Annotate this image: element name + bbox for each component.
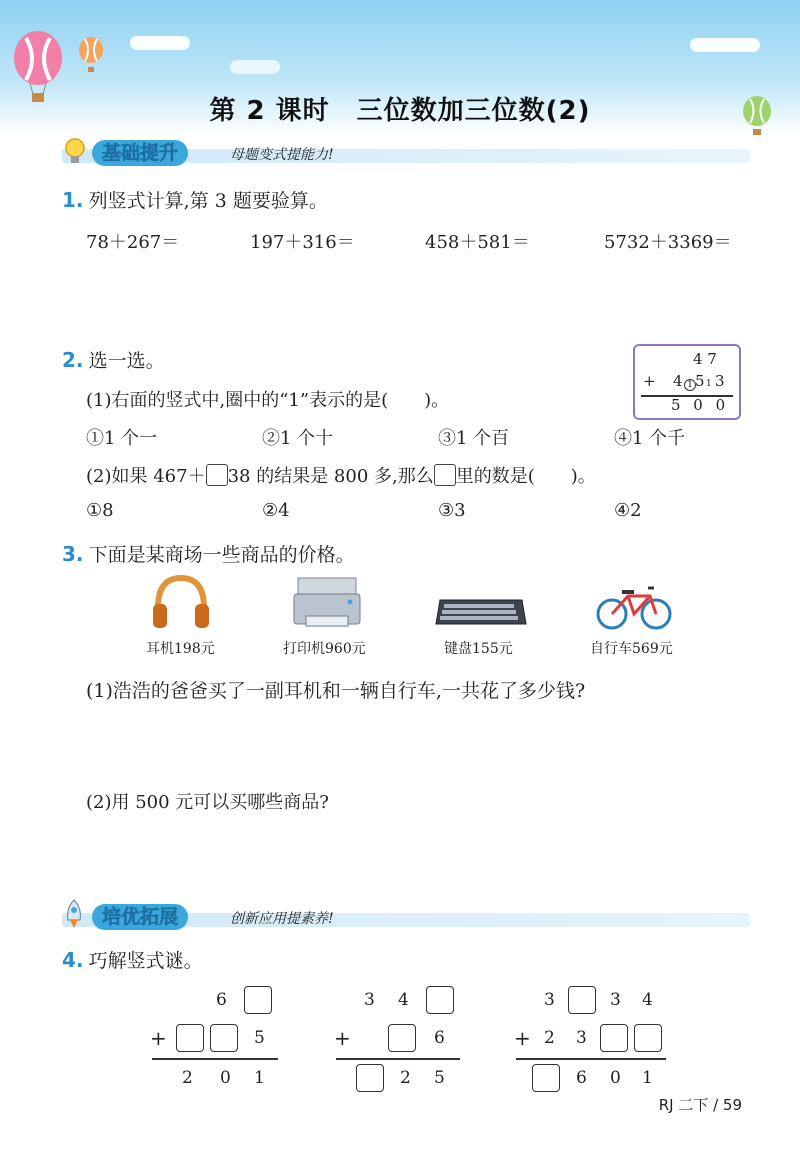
expression: 5732＋3369＝ bbox=[604, 232, 732, 253]
hot-air-balloon-icon bbox=[76, 36, 106, 76]
digit: 0 bbox=[220, 1068, 231, 1088]
item-label: 键盘155元 bbox=[444, 641, 513, 657]
digit: 3 bbox=[544, 990, 555, 1010]
printer-icon bbox=[292, 574, 362, 632]
expression: 458＋581＝ bbox=[425, 232, 530, 253]
section-heading bbox=[92, 902, 188, 929]
digit: 4 bbox=[398, 990, 409, 1010]
digit: 3 bbox=[576, 1028, 587, 1048]
blank-box[interactable] bbox=[176, 1024, 204, 1052]
sub-question-2: (2)用 500 元可以买哪些商品? bbox=[86, 792, 329, 813]
digit: 1 bbox=[254, 1068, 265, 1088]
blank-box[interactable] bbox=[206, 464, 228, 486]
sum-line bbox=[336, 1058, 460, 1060]
item-label: 打印机960元 bbox=[283, 641, 366, 657]
digit: 3 bbox=[610, 990, 621, 1010]
digit: 5 bbox=[254, 1028, 265, 1048]
question-3 bbox=[62, 540, 355, 567]
cloud-decoration bbox=[230, 60, 280, 74]
keyboard-icon bbox=[434, 592, 528, 630]
rocket-icon bbox=[62, 898, 86, 930]
sum-line bbox=[516, 1058, 666, 1060]
page-title: 第 2 课时 三位数加三位数(2) bbox=[209, 96, 591, 126]
section-badge-a: 基础 bbox=[102, 142, 141, 164]
sub-question-1: (1)浩浩的爸爸买了一副耳机和一辆自行车,一共花了多少钱? bbox=[86, 680, 586, 702]
digit: 0 bbox=[610, 1068, 621, 1088]
item-label: 自行车569元 bbox=[590, 641, 673, 657]
section-tag: 创新应用提素养! bbox=[230, 911, 334, 927]
question-text: 巧解竖式谜。 bbox=[88, 950, 203, 972]
option[interactable]: ③3 bbox=[438, 500, 466, 521]
section-heading bbox=[92, 138, 188, 165]
cloud-decoration bbox=[690, 38, 760, 52]
blank-box[interactable] bbox=[388, 1024, 416, 1052]
option[interactable]: ②4 bbox=[262, 500, 290, 521]
option[interactable]: ④1 个千 bbox=[614, 428, 686, 449]
question-number: 2. bbox=[62, 348, 84, 372]
addend-2-digit: 5 bbox=[695, 372, 705, 390]
circled-carry: 1 bbox=[684, 379, 696, 391]
question-text: 选一选。 bbox=[88, 350, 165, 372]
addend-2-digit: 4 bbox=[673, 372, 683, 390]
plus-sign: + bbox=[514, 1026, 531, 1050]
carry-digit: 1 bbox=[706, 379, 712, 389]
cloud-decoration bbox=[130, 36, 190, 50]
section-badge-b: 提升 bbox=[140, 142, 179, 164]
item-label: 耳机198元 bbox=[146, 641, 215, 657]
question-2 bbox=[62, 346, 165, 373]
vertical-puzzle-1 bbox=[150, 982, 280, 1092]
sub-question-1: (1)右面的竖式中,圈中的“1”表示的是( )。 bbox=[86, 390, 450, 411]
option[interactable]: ③1 个百 bbox=[438, 428, 510, 449]
section-badge-b: 拓展 bbox=[140, 906, 179, 928]
plus-sign: + bbox=[643, 372, 656, 390]
expression: 197＋316＝ bbox=[250, 232, 355, 253]
blank-box[interactable] bbox=[568, 986, 596, 1014]
blank-box[interactable] bbox=[600, 1024, 628, 1052]
digit: 6 bbox=[434, 1028, 445, 1048]
digit: 6 bbox=[216, 990, 227, 1010]
digit: 3 bbox=[364, 990, 375, 1010]
vertical-puzzle-3 bbox=[512, 982, 672, 1092]
addend-2-digit: 3 bbox=[715, 372, 725, 390]
blank-box[interactable] bbox=[244, 986, 272, 1014]
sub-question-2-part: 38 的结果是 800 多,那么 bbox=[227, 466, 434, 487]
digit: 6 bbox=[576, 1068, 587, 1088]
question-number: 1. bbox=[62, 188, 84, 212]
question-1 bbox=[62, 186, 328, 213]
option[interactable]: ①8 bbox=[86, 500, 114, 521]
blank-box[interactable] bbox=[426, 986, 454, 1014]
lightbulb-icon bbox=[62, 136, 88, 166]
bicycle-icon bbox=[594, 578, 674, 632]
sum: 5 0 0 bbox=[671, 396, 730, 414]
option[interactable]: ①1 个一 bbox=[86, 428, 158, 449]
plus-sign: + bbox=[334, 1026, 351, 1050]
digit: 2 bbox=[400, 1068, 411, 1088]
blank-box[interactable] bbox=[532, 1064, 560, 1092]
digit: 2 bbox=[182, 1068, 193, 1088]
vertical-puzzle-2 bbox=[334, 982, 464, 1092]
option[interactable]: ②1 个十 bbox=[262, 428, 334, 449]
vertical-addition-box bbox=[633, 344, 741, 420]
headphones-icon bbox=[150, 572, 212, 632]
sum-line bbox=[152, 1058, 278, 1060]
blank-box[interactable] bbox=[434, 464, 456, 486]
question-text: 下面是某商场一些商品的价格。 bbox=[88, 544, 355, 566]
blank-box[interactable] bbox=[356, 1064, 384, 1092]
digit: 4 bbox=[642, 990, 653, 1010]
page-number: RJ 二下 / 59 bbox=[658, 1096, 742, 1114]
digit: 5 bbox=[434, 1068, 445, 1088]
section-badge-a: 培优 bbox=[102, 906, 141, 928]
addend-1: 4 7 bbox=[693, 350, 717, 368]
option[interactable]: ④2 bbox=[614, 500, 642, 521]
digit: 2 bbox=[544, 1028, 555, 1048]
question-4 bbox=[62, 946, 203, 973]
expression: 78＋267＝ bbox=[86, 232, 180, 253]
question-number: 4. bbox=[62, 948, 84, 972]
question-number: 3. bbox=[62, 542, 84, 566]
sub-question-2 bbox=[86, 462, 596, 488]
question-text: 列竖式计算,第 3 题要验算。 bbox=[88, 190, 328, 212]
blank-box[interactable] bbox=[210, 1024, 238, 1052]
digit: 1 bbox=[642, 1068, 653, 1088]
sub-question-2-part: (2)如果 467＋ bbox=[86, 466, 206, 487]
blank-box[interactable] bbox=[634, 1024, 662, 1052]
sub-question-2-part: 里的数是( )。 bbox=[455, 466, 596, 487]
section-tag: 母题变式提能力! bbox=[230, 147, 334, 163]
plus-sign: + bbox=[150, 1026, 167, 1050]
